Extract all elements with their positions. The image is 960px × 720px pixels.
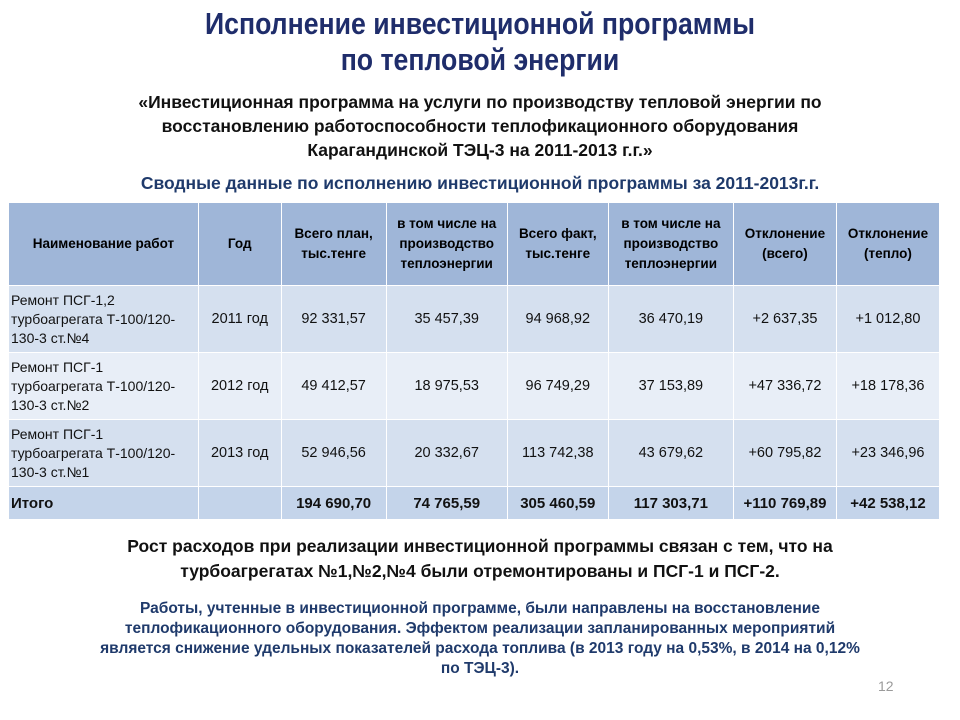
table-row <box>9 420 940 487</box>
cell-fact-heat: 36 470,19 <box>608 286 733 353</box>
table-row <box>9 353 940 420</box>
cell-deviation-total: +60 795,82 <box>733 420 836 487</box>
total-plan-heat: 74 765,59 <box>386 487 507 520</box>
cell-work-name: Ремонт ПСГ-1,2 турбоагрегата Т-100/120-130-3 ст.№4 <box>9 286 199 353</box>
total-plan-total: 194 690,70 <box>281 487 386 520</box>
cell-year: 2012 год <box>198 353 281 420</box>
header-deviation-heat: Отклонение (тепло) <box>836 203 939 286</box>
total-deviation-total: +110 769,89 <box>733 487 836 520</box>
header-work-name: Наименование работ <box>9 203 199 286</box>
subtitle-line-2: восстановлению работоспособности теплофикационного оборудования <box>161 116 799 136</box>
cell-plan-heat: 18 975,53 <box>386 353 507 420</box>
cell-work-name: Ремонт ПСГ-1 турбоагрегата Т-100/120-130-3 ст.№2 <box>9 353 199 420</box>
growth-note-line-1: Рост расходов при реализации инвестиционной программы связан с тем, что на <box>127 536 833 556</box>
total-fact-total: 305 460,59 <box>507 487 608 520</box>
cell-year: 2013 год <box>198 420 281 487</box>
table-row <box>9 286 940 353</box>
cell-work-name: Ремонт ПСГ-1 турбоагрегата Т-100/120-130-3 ст.№1 <box>9 420 199 487</box>
table-header-row <box>9 203 940 286</box>
subtitle-line-3: Карагандинской ТЭЦ-3 на 2011-2013 г.г.» <box>307 140 653 160</box>
table-caption: Сводные данные по исполнению инвестиционной программы за 2011-2013г.г. <box>140 173 820 193</box>
total-deviation-heat: +42 538,12 <box>836 487 939 520</box>
cell-year: 2011 год <box>198 286 281 353</box>
growth-note-line-2: турбоагрегатах №1,№2,№4 были отремонтированы и ПСГ-1 и ПСГ-2. <box>180 561 780 581</box>
total-label: Итого <box>9 487 199 520</box>
cell-plan-heat: 35 457,39 <box>386 286 507 353</box>
total-fact-heat: 117 303,71 <box>608 487 733 520</box>
works-note-line-1: Работы, учтенные в инвестиционной программе, были направлены на восстановление <box>139 600 820 617</box>
page-number: 12 <box>878 678 894 694</box>
summary-table <box>8 202 940 520</box>
cell-fact-total: 113 742,38 <box>507 420 608 487</box>
cell-fact-heat: 37 153,89 <box>608 353 733 420</box>
cell-plan-total: 92 331,57 <box>281 286 386 353</box>
cell-plan-heat: 20 332,67 <box>386 420 507 487</box>
header-deviation-total: Отклонение (всего) <box>733 203 836 286</box>
slide-title-line-2: по тепловой энергии <box>340 42 620 77</box>
header-plan-heat: в том числе на производство теплоэнергии <box>386 203 507 286</box>
works-note-line-4: по ТЭЦ-3). <box>440 660 520 677</box>
total-year <box>198 487 281 520</box>
cell-fact-total: 94 968,92 <box>507 286 608 353</box>
cell-deviation-heat: +23 346,96 <box>836 420 939 487</box>
cell-fact-total: 96 749,29 <box>507 353 608 420</box>
cell-fact-heat: 43 679,62 <box>608 420 733 487</box>
cell-plan-total: 52 946,56 <box>281 420 386 487</box>
growth-note <box>30 534 930 584</box>
slide-title <box>67 6 893 78</box>
header-plan-total: Всего план, тыс.тенге <box>281 203 386 286</box>
cell-deviation-total: +2 637,35 <box>733 286 836 353</box>
header-year: Год <box>198 203 281 286</box>
works-note-line-2: теплофикационного оборудования. Эффектом реализации запланированных мероприятий <box>124 620 836 637</box>
cell-deviation-total: +47 336,72 <box>733 353 836 420</box>
cell-deviation-heat: +18 178,36 <box>836 353 939 420</box>
header-fact-total: Всего факт, тыс.тенге <box>507 203 608 286</box>
program-subtitle <box>40 90 920 162</box>
cell-plan-total: 49 412,57 <box>281 353 386 420</box>
slide-title-line-1: Исполнение инвестиционной программы <box>204 6 756 41</box>
table-total-row <box>9 487 940 520</box>
cell-deviation-heat: +1 012,80 <box>836 286 939 353</box>
header-fact-heat: в том числе на производство теплоэнергии <box>608 203 733 286</box>
subtitle-line-1: «Инвестиционная программа на услуги по производству тепловой энергии по <box>138 92 822 112</box>
works-note-line-3: является снижение удельных показателей расхода топлива (в 2013 году на 0,53%, в 2014 на 0,12% <box>100 640 860 657</box>
works-note <box>20 599 940 679</box>
